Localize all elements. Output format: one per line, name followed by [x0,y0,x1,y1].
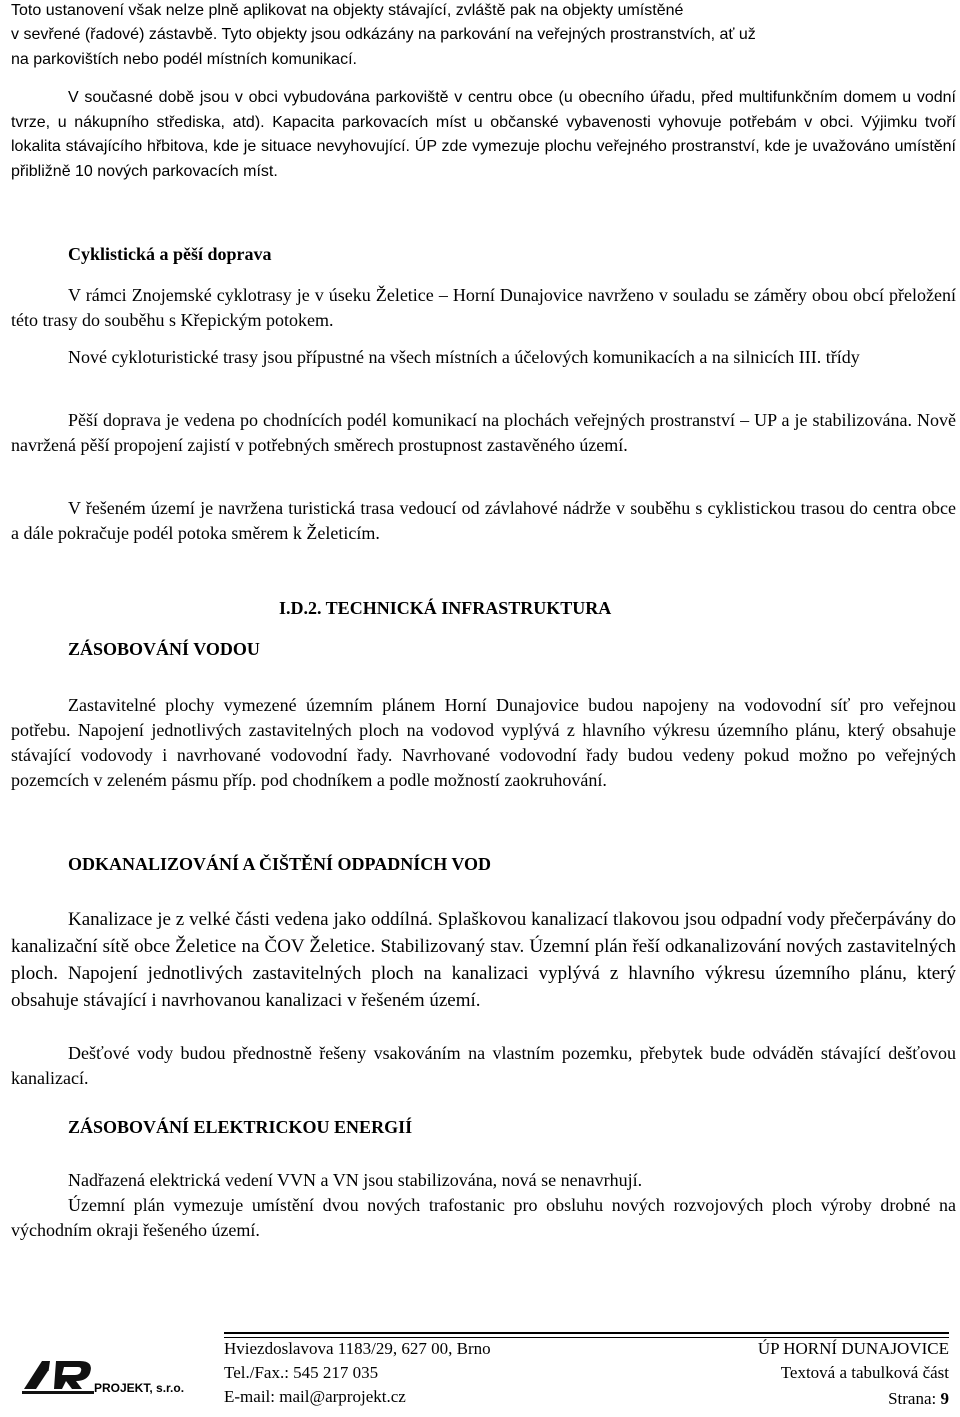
power-paragraph-1: Nadřazená elektrická vedení VVN a VN jsou stabilizována, nová se nenavrhují. [68,1170,643,1190]
cycling-heading: Cyklistická a pěší doprava [68,244,272,264]
footer-address: Hviezdoslavova 1183/29, 627 00, Brno [224,1339,491,1358]
tourist-route-paragraph: V řešeném území je navržena turistická trasa vedoucí od závlahové nádrže v souběhu s cyklistickou trasou do centra obce a dále pokračuje podél potoka směrem k Želeticím. [11,498,956,543]
cycling-paragraph-1: V rámci Znojemské cyklotrasy je v úseku Želetice – Horní Dunajovice navrženo v souladu se záměry obou obcí přeložení této trasy do souběhu s Křepickým potokem. [11,285,956,330]
sewer-heading: ODKANALIZOVÁNÍ A ČIŠTĚNÍ ODPADNÍCH VOD [68,854,492,874]
intro-line-3: na parkovištích nebo podél místních komunikací. [11,51,357,68]
company-logo [20,1353,220,1409]
footer-email: E-mail: mail@arprojekt.cz [224,1387,406,1406]
footer-phone: Tel./Fax.: 545 217 035 [224,1363,379,1382]
parking-paragraph: V současné době jsou v obci vybudována parkoviště v centru obce (u obecního úřadu, před multifunkčním domem u vodní tvrze, u nákupního střediska, atd). Kapacita parkovacích míst u občanské vybavenosti vyhovuje potřebám v obci. Výjimku tvoří lokalita stávajícího hřbitova, kde je situace nevyhovující. ÚP zde vymezuje plochu veřejného prostranství, kde je uvažováno umístění přibližně 10 nových parkovacích míst. [11,89,956,180]
walking-paragraph: Pěší doprava je vedena po chodnících podél komunikací na plochách veřejných prostranství – UP a je stabilizována. Nově navržená pěší propojení zajistí v potřebných směrech prostupnost zastavěného území. [11,410,956,455]
power-heading: ZÁSOBOVÁNÍ ELEKTRICKOU ENERGIÍ [68,1117,413,1137]
section-title: I.D.2. TECHNICKÁ INFRASTRUKTURA [279,598,612,618]
intro-line-1: Toto ustanovení však nelze plně aplikovat na objekty stávající, zvláště pak na objekty umístěné [11,2,684,19]
sewer-paragraph-1: Kanalizace je z velké části vedena jako oddílná. Splaškovou kanalizací tlakovou jsou odpadní vody přečerpávány do kanalizační sítě obce Želetice na ČOV Želetice. Stabilizovaný stav. Územní plán řeší odkanalizování nových zastavitelných ploch. Napojení jednotlivých zastavitelných ploch na kanalizaci vyplývá z hlavního výkresu územního plánu, který obsahuje stávající i navrhovanou kanalizaci v řešeném území. [11,909,956,1011]
intro-line-2: v sevřené (řadové) zástavbě. Tyto objekty jsou odkázány na parkování na veřejných prostranstvích, ať už [11,26,756,43]
water-paragraph: Zastavitelné plochy vymezené územním plánem Horní Dunajovice budou napojeny na vodovodní síť pro veřejnou potřebu. Napojení jednotlivých zastavitelných ploch na vodovod vyplývá z hlavního výkresu územního plánu, který obsahuje stávající vodovody i navrhované vodovodní řady. Navrhované vodovodní řady budou vedeny pokud možno po veřejných pozemcích v zeleném pásmu příp. pod chodníkem a podle možností zaokruhování. [11,695,956,790]
page-label: Strana: [888,1389,941,1408]
footer-page [888,1386,949,1412]
page-number: 9 [940,1389,949,1408]
power-paragraph-2: Územní plán vymezuje umístění dvou nových trafostanic pro obsluhu nových rozvojových ploch výroby drobné na východním okraji řešeného území. [11,1195,956,1240]
cycling-paragraph-2: Nové cykloturistické trasy jsou přípustné na všech místních a účelových komunikacích a na silnicích III. třídy [68,347,860,367]
logo-company-text: PROJEKT, s.r.o. [94,1381,185,1395]
sewer-paragraph-2: Dešťové vody budou přednostně řešeny vsakováním na vlastním pozemku, přebytek bude odváděn stávající dešťovou kanalizací. [11,1043,956,1088]
footer-doc-title: ÚP HORNÍ DUNAJOVICE [757,1339,949,1358]
water-heading: ZÁSOBOVÁNÍ VODOU [68,639,260,659]
footer-doc-part: Textová a tabulková část [780,1363,949,1382]
